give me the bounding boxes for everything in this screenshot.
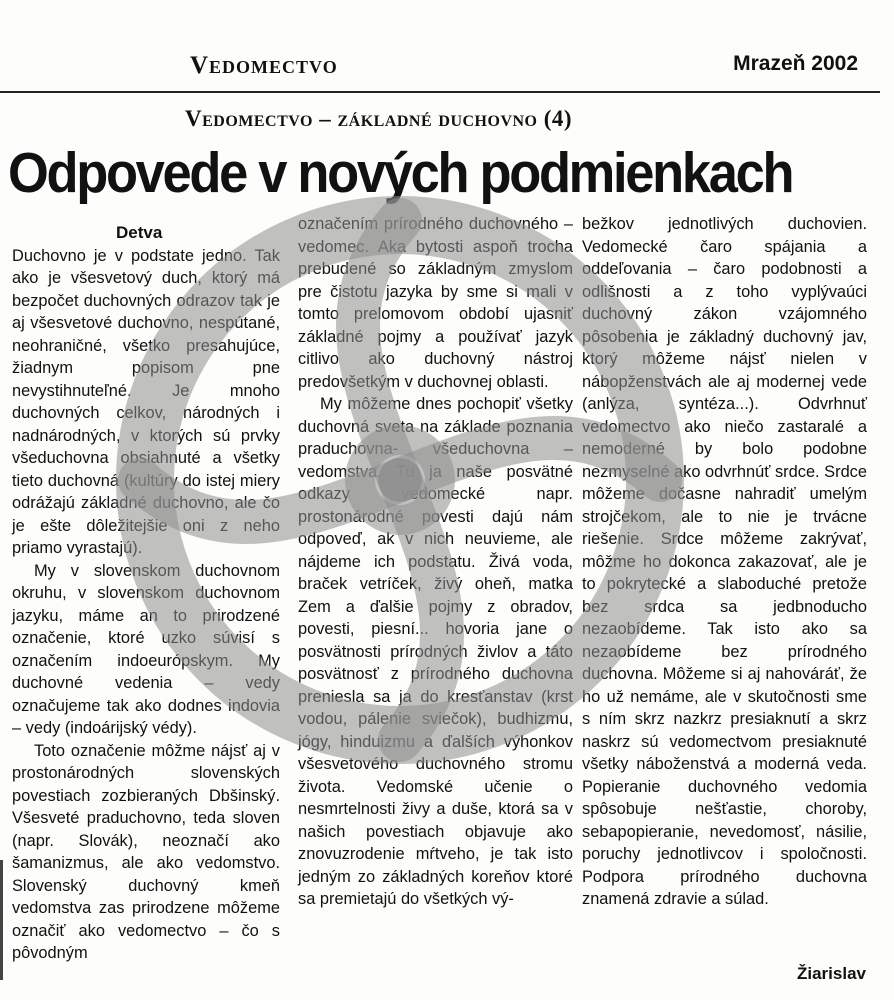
author-signature: Žiarislav bbox=[797, 964, 866, 983]
issue-date: Mrazeň 2002 bbox=[733, 52, 858, 75]
running-title: Vedomectvo bbox=[190, 52, 338, 79]
scan-edge-mark bbox=[0, 860, 3, 980]
paragraph: Toto označenie môžme nájsť aj v prostonárodných slovenských povestiach zozbieraných Dbšinský. Všesveté praduchovno, teda sloven (napr. Slovák), neoznačí ako šamanizmus, ale ako vedomstvo. Slovenský duchovný kmeň vedomstva zas prirodzene môžeme označiť ako vedomectvo – čo s pôvodným bbox=[12, 741, 280, 962]
article-headline: Odpovede v nových podmienkach bbox=[8, 141, 793, 205]
paragraph: My môžeme dnes pochopiť všetky duchovná sveta na základe poznania praduchovna- všeduchovna – vedomstva. Tu ja naše posvätné odkazy vedomecké napr. prostonárodné povesti dajú nám odpoveď, ak v nich neuvieme, ale nájdeme ich podstatu. Živá voda, braček vetríček, živý oheň, matka Zem a ďalšie pojmy z obradov, povesti, piesní... hovoria jane o posvätnosti prírodných živlov a táto posvätnosť z prírodného duchovna preniesla sa ja do kresťanstav (krst vodou, pálenie sviečok), budhizmu, jógy, hinduizmu a ďalších výhonkov všesvetového duchovného stromu života. Vedomské učenie o nesmrtelnosti živy a duše, ktorá sa v našich povestiach objavuje ako znovuzrodenie mŕtveho, je tak isto jedným zo základných koreňov ktoré sa premietajú do všetkých vý- bbox=[298, 395, 573, 908]
byline-place: Detva bbox=[116, 223, 163, 242]
header-rule bbox=[0, 91, 880, 93]
article-column-1 bbox=[12, 222, 280, 965]
article-column-3 bbox=[582, 213, 867, 911]
page-header bbox=[0, 0, 894, 100]
paragraph: označením prírodného duchovného – vedomec. Aka bytosti aspoň trocha prebudené so základným zmyslom pre čistotu jazyka by sme si mali v tomto prelomovom období ujasniť základné pojmy a používať jazyk citlivo ako duchovný nástroj predovšetkým v duchovnej oblasti. bbox=[298, 215, 573, 391]
paragraph: bežkov jednotlivých duchovien. Vedomecké čaro spájania a oddeľovania – čaro podobnosti a odlišnosti a z toho vyplývaúci duchovný zákon vzájomného pôsobenia je základný duchovný jav, ktorý môžeme nájsť nielen v nábopženstvách ale aj modernej vede (anlýza, syntéza...). Odvrhnuť vedomectvo ako niečo zastaralé a nemoderné by bolo podobne nezmyselné ako odvrhnúť srdce. Srdce môžeme dočasne nahradiť umelým strojčekom, ale to nie je trvácne riešenie. Srdce môžeme zakrývať, môžme ho dokonca zakazovať, ale je to pokrytecké a slaboduché pretože bez srdca sa jedbnoducho nezaobídeme. Tak isto ako sa nezaobídeme bez prírodného duchovna. Môžeme si aj nahováráť, že ho už nemáme, ale v skutočnosti sme s ním skrz nazkrz presiaknutí a skrz naskrz sú vedomectvom presiaknuté všetky náboženstvá a moderná veda. Popieranie duchovného vedomia spôsobuje nešťastie, choroby, sebapopieranie, nevedomosť, násilie, poruchy jednotlivcov i spoločnosti. Podpora prírodného duchovna znamená zdravie a súlad. bbox=[582, 215, 867, 908]
article-column-2 bbox=[298, 213, 573, 911]
paragraph: My v slovenskom duchovnom okruhu, v slovenskom duchovnom jazyku, máme an to prirodzené označenie, ktoré uzko súvisí s označením indoeurópskym. My duchovné vedenia – vedy označujeme tak ako dodnes indovia – vedy (indoárijský védy). bbox=[12, 561, 280, 737]
paragraph: Duchovno je v podstate jedno. Tak ako je všesvetový duch, ktorý má bezpočet duchovných odrazov tak je aj všesvetové duchovno, nespútané, neohraničné, všetko presahujúce, žiadnym popisom pne nevystihnuteľné. Je mnoho duchovných celkov, národných i nadnárodných, v ktorých sú prvky všeduchovna obsiahnuté a všetky tieto duchovná (kultúry do istej miery odrážajú základné duchovno, ale čo je ešte dôležitejšie oni z neho priamo vyrastajú). bbox=[12, 246, 280, 557]
article-kicker: Vedomectvo – základné duchovno (4) bbox=[185, 106, 573, 131]
